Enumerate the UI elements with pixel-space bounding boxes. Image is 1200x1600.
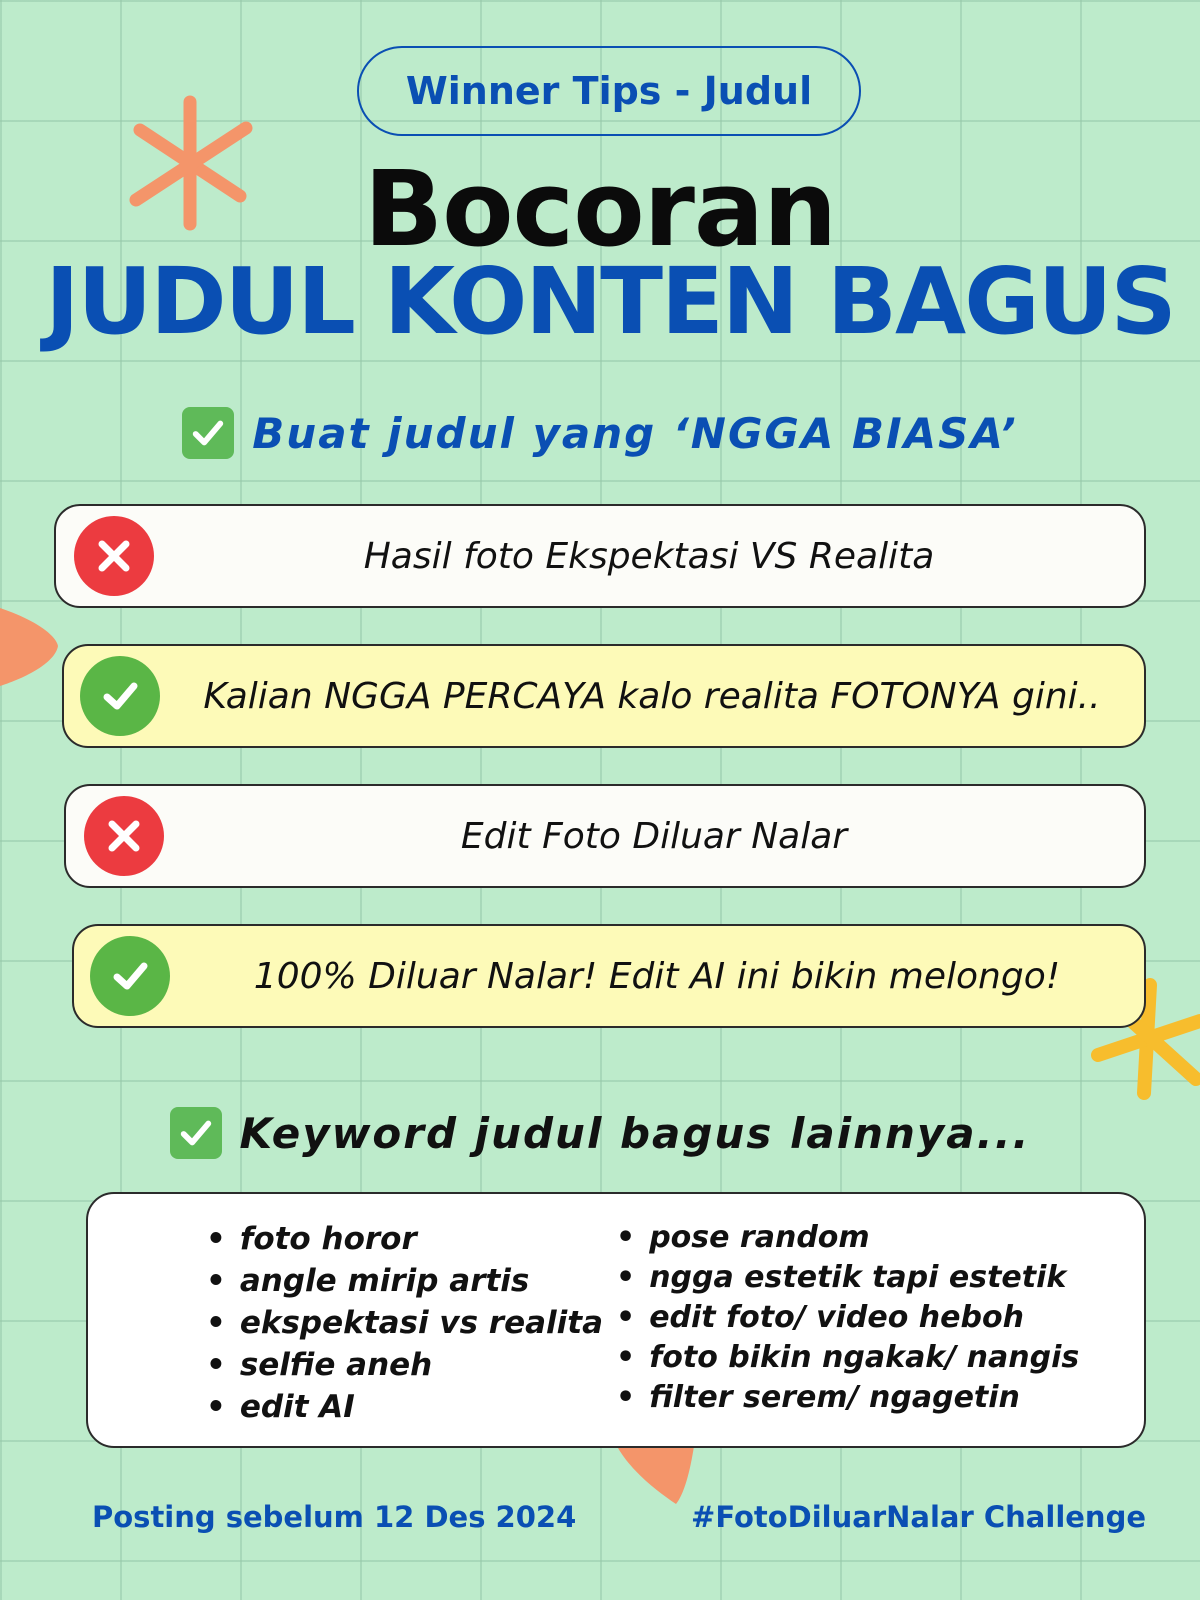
list-item: • foto horor: [206, 1218, 603, 1260]
list-item: • filter serem/ ngagetin: [616, 1378, 1079, 1418]
check-mark-icon: [170, 1107, 222, 1159]
check-mark-icon: [182, 407, 234, 459]
list-item: • ngga estetik tapi estetik: [616, 1258, 1079, 1298]
example-row-wrong-1: [54, 504, 1146, 608]
headline-top: Bocoran: [363, 148, 837, 270]
example-text: 100% Diluar Nalar! Edit AI ini bikin melongo!: [253, 955, 1061, 997]
keyword-list-right: [616, 1218, 1079, 1418]
check-icon: [90, 936, 170, 1016]
check-icon: [80, 656, 160, 736]
section1-heading-text: Buat judul yang ‘NGGA BIASA’: [252, 408, 1018, 458]
section2-heading: [0, 1098, 1200, 1168]
list-item: • foto bikin ngakak/ nangis: [616, 1338, 1079, 1378]
example-text: Edit Foto Diluar Nalar: [460, 815, 848, 857]
example-text: Kalian NGGA PERCAYA kalo realita FOTONYA gini..: [203, 675, 1101, 717]
list-item: • edit foto/ video heboh: [616, 1298, 1079, 1338]
section1-heading: [0, 398, 1200, 468]
list-item: • ekspektasi vs realita: [206, 1302, 603, 1344]
section2-heading-text: Keyword judul bagus lainnya...: [239, 1108, 1031, 1158]
keyword-list-left: [206, 1218, 603, 1428]
example-row-wrong-2: [64, 784, 1146, 888]
orange-blob-bottom-decoration: [618, 1442, 696, 1506]
winner-tips-label: Winner Tips - Judul: [405, 69, 813, 113]
list-item: • edit AI: [206, 1386, 603, 1428]
example-text: Hasil foto Ekspektasi VS Realita: [363, 535, 935, 577]
cross-icon: [74, 516, 154, 596]
orange-blob-left-decoration: [0, 608, 60, 688]
example-row-right-1: [62, 644, 1146, 748]
footer-deadline: Posting sebelum 12 Des 2024: [92, 1500, 577, 1534]
winner-tips-badge: [357, 46, 861, 136]
cross-icon: [84, 796, 164, 876]
example-row-right-2: [72, 924, 1146, 1028]
list-item: • angle mirip artis: [206, 1260, 603, 1302]
headline-main: JUDUL KONTEN BAGUS: [45, 248, 1175, 355]
keyword-list-box: [86, 1192, 1146, 1448]
list-item: • selfie aneh: [206, 1344, 603, 1386]
list-item: • pose random: [616, 1218, 1079, 1258]
footer-hashtag: #FotoDiluarNalar Challenge: [691, 1500, 1146, 1534]
